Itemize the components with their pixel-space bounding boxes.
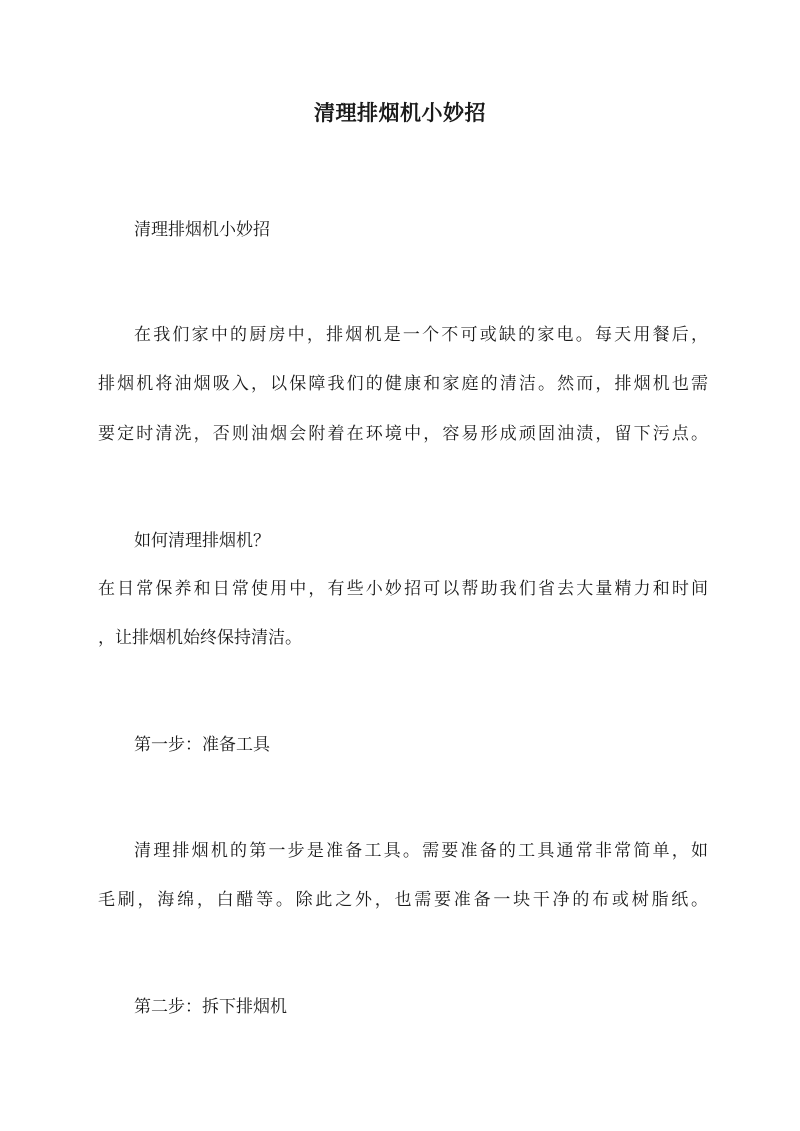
paragraph-line: 清理排烟机的第一步是准备工具。需要准备的工具通常非常简单，如 (134, 841, 708, 861)
step-heading: 第二步：拆下排烟机 (134, 997, 287, 1017)
paragraph-line: 在我们家中的厨房中，排烟机是一个不可或缺的家电。每天用餐后， (134, 325, 708, 345)
paragraph-line: 排烟机将油烟吸入，以保障我们的健康和家庭的清洁。然而，排烟机也需 (98, 374, 708, 394)
paragraph-line: ，让排烟机始终保持清洁。 (98, 628, 302, 648)
document-title: 清理排烟机小妙招 (314, 100, 486, 125)
paragraph-line: 在日常保养和日常使用中，有些小妙招可以帮助我们省去大量精力和时间 (98, 579, 708, 599)
paragraph-line: 毛刷，海绵，白醋等。除此之外，也需要准备一块干净的布或树脂纸。 (98, 890, 708, 910)
step-heading: 第一步：准备工具 (134, 735, 270, 755)
section-heading: 清理排烟机小妙招 (134, 220, 270, 240)
question-heading: 如何清理排烟机？ (134, 531, 270, 551)
paragraph-line: 要定时清洗，否则油烟会附着在环境中，容易形成顽固油渍，留下污点。 (98, 424, 708, 444)
